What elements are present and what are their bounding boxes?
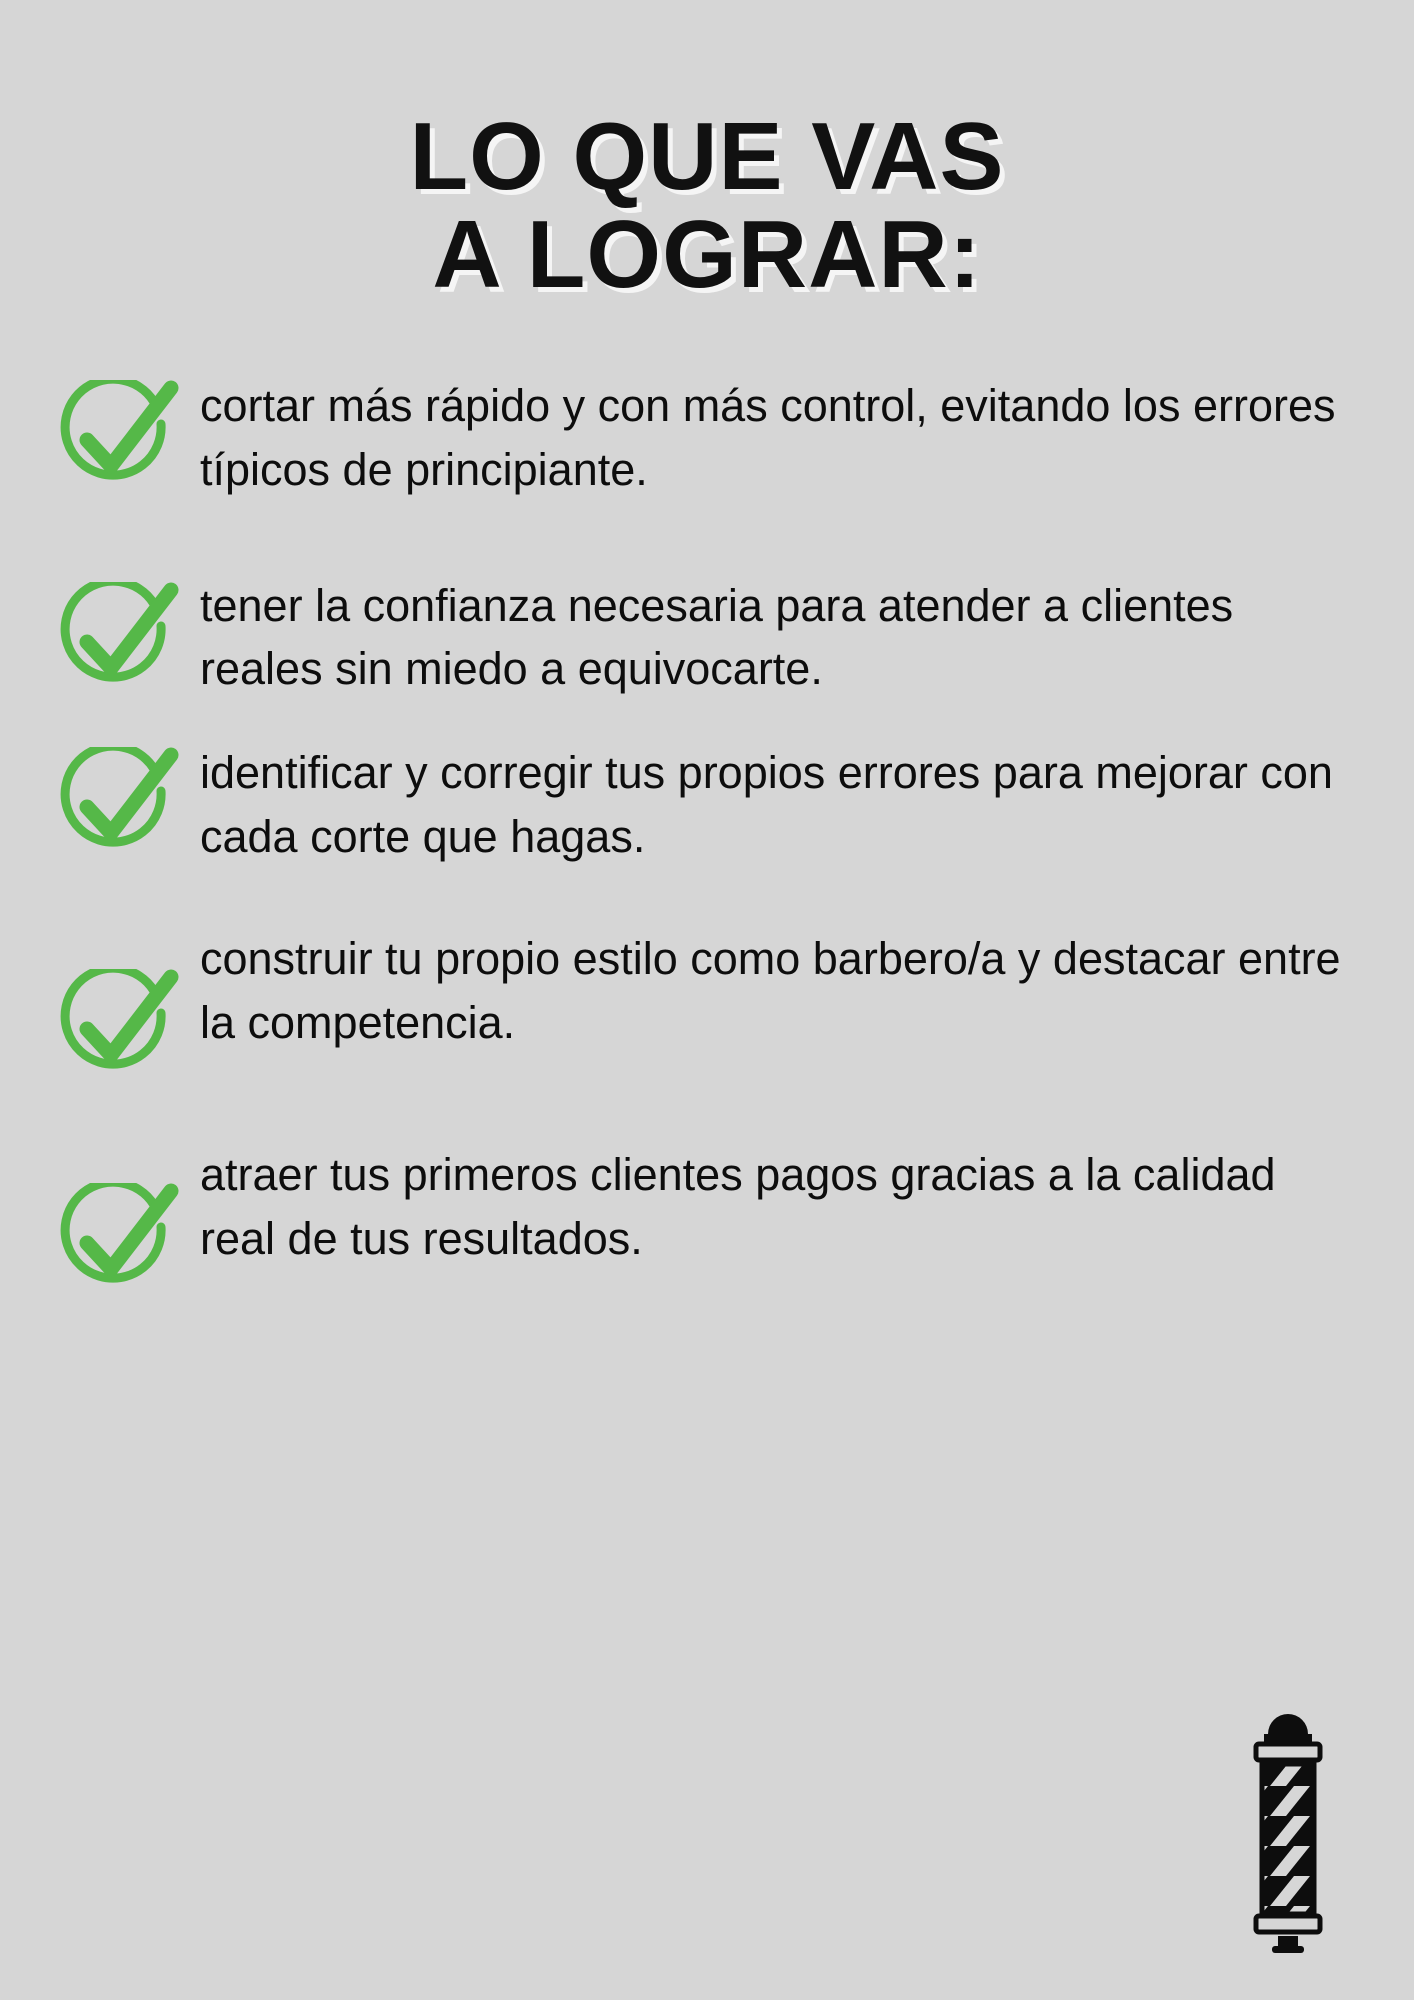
page-title-line-1: LO QUE VAS [409,103,1005,210]
list-item [30,374,1374,502]
check-circle-icon [30,374,200,498]
list-item-text: cortar más rápido y con más control, evitando los errores típicos de principiante. [200,379,1336,495]
page-title-line-2: A LOGRAR: [432,200,982,308]
list-item [30,927,1374,1087]
page-title [0,0,1414,308]
list-item-text: tener la confianza necesaria para atender a clientes reales sin miedo a equivocarte. [200,579,1234,695]
list-item-text: atraer tus primeros clientes pagos gracias a la calidad real de tus resultados. [200,1149,1276,1265]
list-item-text: construir tu propio estilo como barbero/a y destacar entre la competencia. [200,933,1341,1049]
check-circle-icon [30,1143,200,1301]
list-item [30,741,1374,869]
barber-pole-icon [1234,1708,1342,1958]
list-item-text: identificar y corregir tus propios errores para mejorar con cada corte que hagas. [200,747,1333,863]
check-circle-icon [30,741,200,865]
check-circle-icon [30,574,200,700]
check-circle-icon [30,927,200,1087]
benefits-list [0,374,1414,1301]
list-item [30,574,1374,702]
list-item [30,1143,1374,1301]
